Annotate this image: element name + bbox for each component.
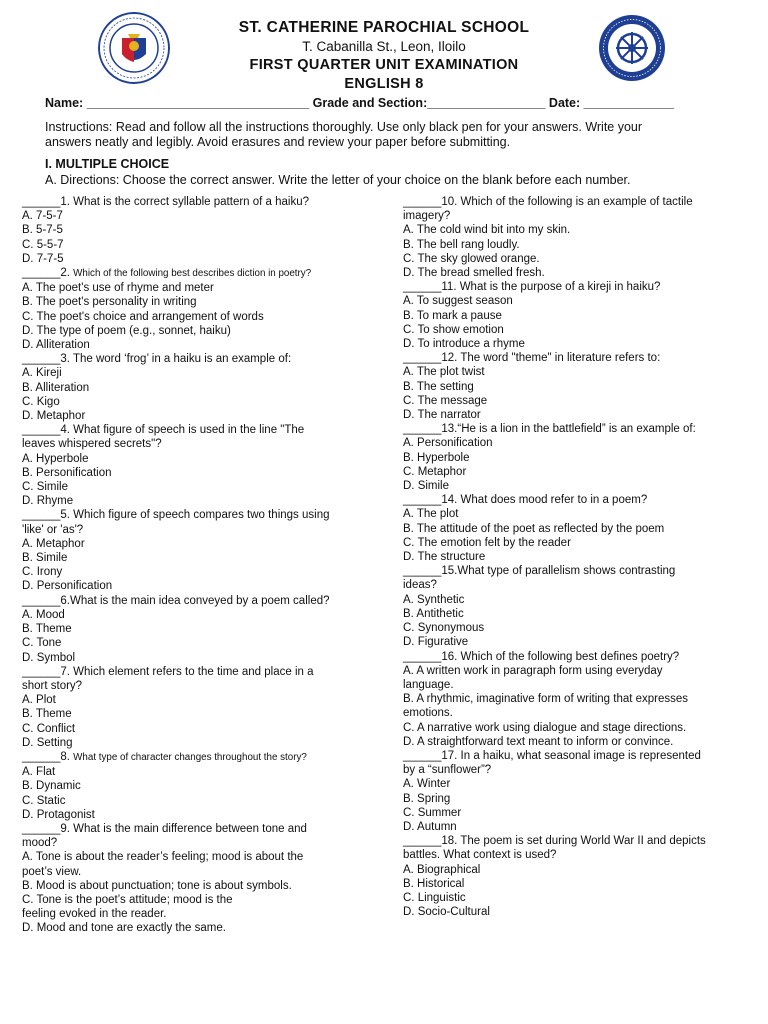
date-blank[interactable]: _____________ (583, 96, 675, 110)
document-header (0, 18, 768, 93)
choice-line: C. The sky glowed orange. (403, 252, 540, 265)
choice-line: D. A straightforward text meant to inform or convince. (403, 735, 674, 748)
subject-title: ENGLISH 8 (344, 76, 424, 92)
instructions-line: Instructions: Read and follow all the instructions thoroughly. Use only black pen for your answers. Write your (45, 120, 643, 134)
choice-line: C. Irony (22, 566, 63, 579)
choice-line: A. The cold wind bit into my skin. (403, 224, 571, 237)
choice-line: A. The plot twist (403, 366, 485, 379)
question-line: ______11. What is the purpose of a kireji in haiku? (403, 281, 661, 294)
choice-line: B. A rhythmic, imaginative form of writing that expresses (403, 693, 689, 706)
question-line: ______16. Which of the following best defines poetry? (403, 650, 680, 663)
choice-line: C. Metaphor (403, 465, 467, 478)
question-line (22, 266, 387, 281)
choice-line: A. Synthetic (403, 593, 465, 606)
question-line: ______3. The word ‘frog’ in a haiku is an example of: (22, 353, 292, 366)
section-title: I. MULTIPLE CHOICE (45, 157, 170, 171)
choice-line: poet’s view. (22, 865, 82, 878)
choice-line: B. Historical (403, 877, 465, 890)
name-blank[interactable]: ________________________________ (86, 96, 310, 110)
choice-line: C. 5-5-7 (22, 238, 64, 251)
answer-blank[interactable]: ______8. (22, 750, 74, 763)
choice-line: C. The poet's choice and arrangement of words (22, 310, 264, 323)
choice-line: B. The setting (403, 380, 474, 393)
choice-line: C. Simile (22, 481, 69, 494)
choice-line: by a “sunflower”? (403, 764, 492, 777)
choice-line: A. The plot (403, 508, 459, 521)
choice-line: D. To introduce a rhyme (403, 338, 525, 351)
choice-line: D. The narrator (403, 409, 481, 422)
choice-line: C. Linguistic (403, 891, 466, 904)
choice-line: short story? (22, 679, 83, 692)
choice-line: C. Static (22, 794, 66, 807)
choice-line: emotions. (403, 707, 453, 720)
choice-line: language. (403, 678, 454, 691)
question-line: ______15.What type of parallelism shows contrasting (403, 565, 676, 578)
date-label: Date: (545, 96, 584, 110)
choice-line: B. Antithetic (403, 607, 464, 620)
choice-line: A. Personification (403, 437, 493, 450)
choice-line: D. The type of poem (e.g., sonnet, haiku) (22, 324, 231, 337)
choice-line: D. Alliteration (22, 339, 90, 352)
question-line: ______18. The poem is set during World War II and depicts (403, 835, 706, 848)
choice-line: A. Hyperbole (22, 452, 89, 465)
choice-line: D. Mood and tone are exactly the same. (22, 922, 226, 935)
choice-line: A. Biographical (403, 863, 481, 876)
choice-line: C. Kigo (22, 395, 60, 408)
choice-line: A. Winter (403, 778, 451, 791)
school-address: T. Cabanilla St., Leon, Iloilo (302, 39, 466, 54)
student-info-fields (45, 96, 674, 110)
choice-line: D. Metaphor (22, 410, 86, 423)
choice-line: D. Personification (22, 580, 113, 593)
choice-line: B. The attitude of the poet as reflected by the poem (403, 522, 665, 535)
choice-line: ideas? (403, 579, 437, 592)
question-line: ______7. Which element refers to the time and place in a (22, 665, 314, 678)
choice-line: B. Theme (22, 708, 72, 721)
instructions (45, 120, 725, 149)
choice-line: C. Tone is the poet’s attitude; mood is the (22, 893, 233, 906)
choice-line: C. Synonymous (403, 622, 485, 635)
choice-line: D. Simile (403, 480, 450, 493)
choice-line: D. Rhyme (22, 495, 74, 508)
choice-line: D. Symbol (22, 651, 76, 664)
question-line: ______5. Which figure of speech compares two things using (22, 509, 330, 522)
question-line: ______12. The word "theme" in literature refers to: (403, 352, 661, 365)
choice-line: B. Personification (22, 466, 112, 479)
question-text: Which of the following best describes diction in poetry? (73, 268, 312, 280)
question-line: ______9. What is the main difference between tone and (22, 822, 307, 835)
question-text: What type of character changes throughout the story? (73, 751, 307, 763)
answer-blank[interactable]: ______2. (22, 267, 74, 280)
choice-line: A. Mood (22, 608, 65, 621)
question-line: ______6.What is the main idea conveyed by a poem called? (22, 594, 330, 607)
choice-line: leaves whispered secrets"? (22, 438, 162, 451)
choice-line: B. Theme (22, 623, 72, 636)
choice-line: D. 7-7-5 (22, 252, 64, 265)
choice-line: D. Setting (22, 736, 73, 749)
section-directions: A. Directions: Choose the correct answer. Write the letter of your choice on the blank before each number. (45, 173, 631, 187)
choice-line: imagery? (403, 210, 451, 223)
choice-line: B. Simile (22, 552, 68, 565)
choice-line: A. Metaphor (22, 537, 85, 550)
choice-line: C. Tone (22, 637, 62, 650)
choice-line: C. The message (403, 394, 488, 407)
choice-line: B. Hyperbole (403, 451, 470, 464)
instructions-line: answers neatly and legibly. Avoid erasures and review your paper before submitting. (45, 134, 511, 149)
choice-line: A. The poet's use of rhyme and meter (22, 282, 214, 295)
questions-left-column (22, 195, 387, 936)
questions-right-column (403, 195, 758, 919)
question-line (22, 750, 387, 765)
choice-line: A. Plot (22, 694, 56, 707)
choice-line: C. Summer (403, 806, 462, 819)
choice-line: C. To show emotion (403, 323, 504, 336)
grade-section-blank[interactable]: _________________ (427, 96, 546, 110)
choice-line: feeling evoked in the reader. (22, 908, 167, 921)
choice-line: A. Tone is about the reader’s feeling; mood is about the (22, 851, 304, 864)
choice-line: B. The poet's personality in writing (22, 296, 197, 309)
choice-line: B. Spring (403, 792, 451, 805)
question-line: ______10. Which of the following is an example of tactile (403, 196, 693, 208)
question-line: ______14. What does mood refer to in a poem? (403, 494, 648, 507)
choice-line: mood? (22, 837, 58, 850)
choice-line: D. The bread smelled fresh. (403, 267, 545, 280)
choice-line: B. Mood is about punctuation; tone is about symbols. (22, 879, 292, 892)
choice-line: D. Socio-Cultural (403, 906, 490, 919)
choice-line: C. The emotion felt by the reader (403, 536, 571, 549)
choice-line: D. Protagonist (22, 808, 95, 821)
choice-line: C. Conflict (22, 722, 76, 735)
choice-line: 'like' or 'as'? (22, 523, 84, 536)
choice-line: B. Dynamic (22, 780, 81, 793)
choice-line: A. 7-5-7 (22, 210, 63, 223)
choice-line: battles. What context is used? (403, 849, 557, 862)
choice-line: B. Alliteration (22, 381, 90, 394)
question-line: ______1. What is the correct syllable pattern of a haiku? (22, 196, 310, 208)
choice-line: C. A narrative work using dialogue and stage directions. (403, 721, 687, 734)
question-line: ______4. What figure of speech is used in the line "The (22, 424, 305, 437)
choice-line: D. Figurative (403, 636, 469, 649)
choice-line: A. Kireji (22, 367, 62, 380)
choice-line: A. Flat (22, 766, 56, 779)
exam-title: FIRST QUARTER UNIT EXAMINATION (249, 57, 519, 73)
school-name: ST. CATHERINE PAROCHIAL SCHOOL (238, 19, 530, 36)
choice-line: A. To suggest season (403, 295, 513, 308)
question-line: ______13.“He is a lion in the battlefield” is an example of: (403, 423, 696, 436)
choice-line: A. A written work in paragraph form using everyday (403, 664, 663, 677)
question-line: ______17. In a haiku, what seasonal image is represented (403, 749, 701, 762)
grade-section-label: Grade and Section: (309, 96, 428, 110)
name-label: Name: (45, 96, 87, 110)
choice-line: B. The bell rang loudly. (403, 238, 520, 251)
choice-line: D. The structure (403, 551, 486, 564)
choice-line: B. 5-7-5 (22, 224, 63, 237)
choice-line: D. Autumn (403, 820, 457, 833)
choice-line: B. To mark a pause (403, 309, 502, 322)
